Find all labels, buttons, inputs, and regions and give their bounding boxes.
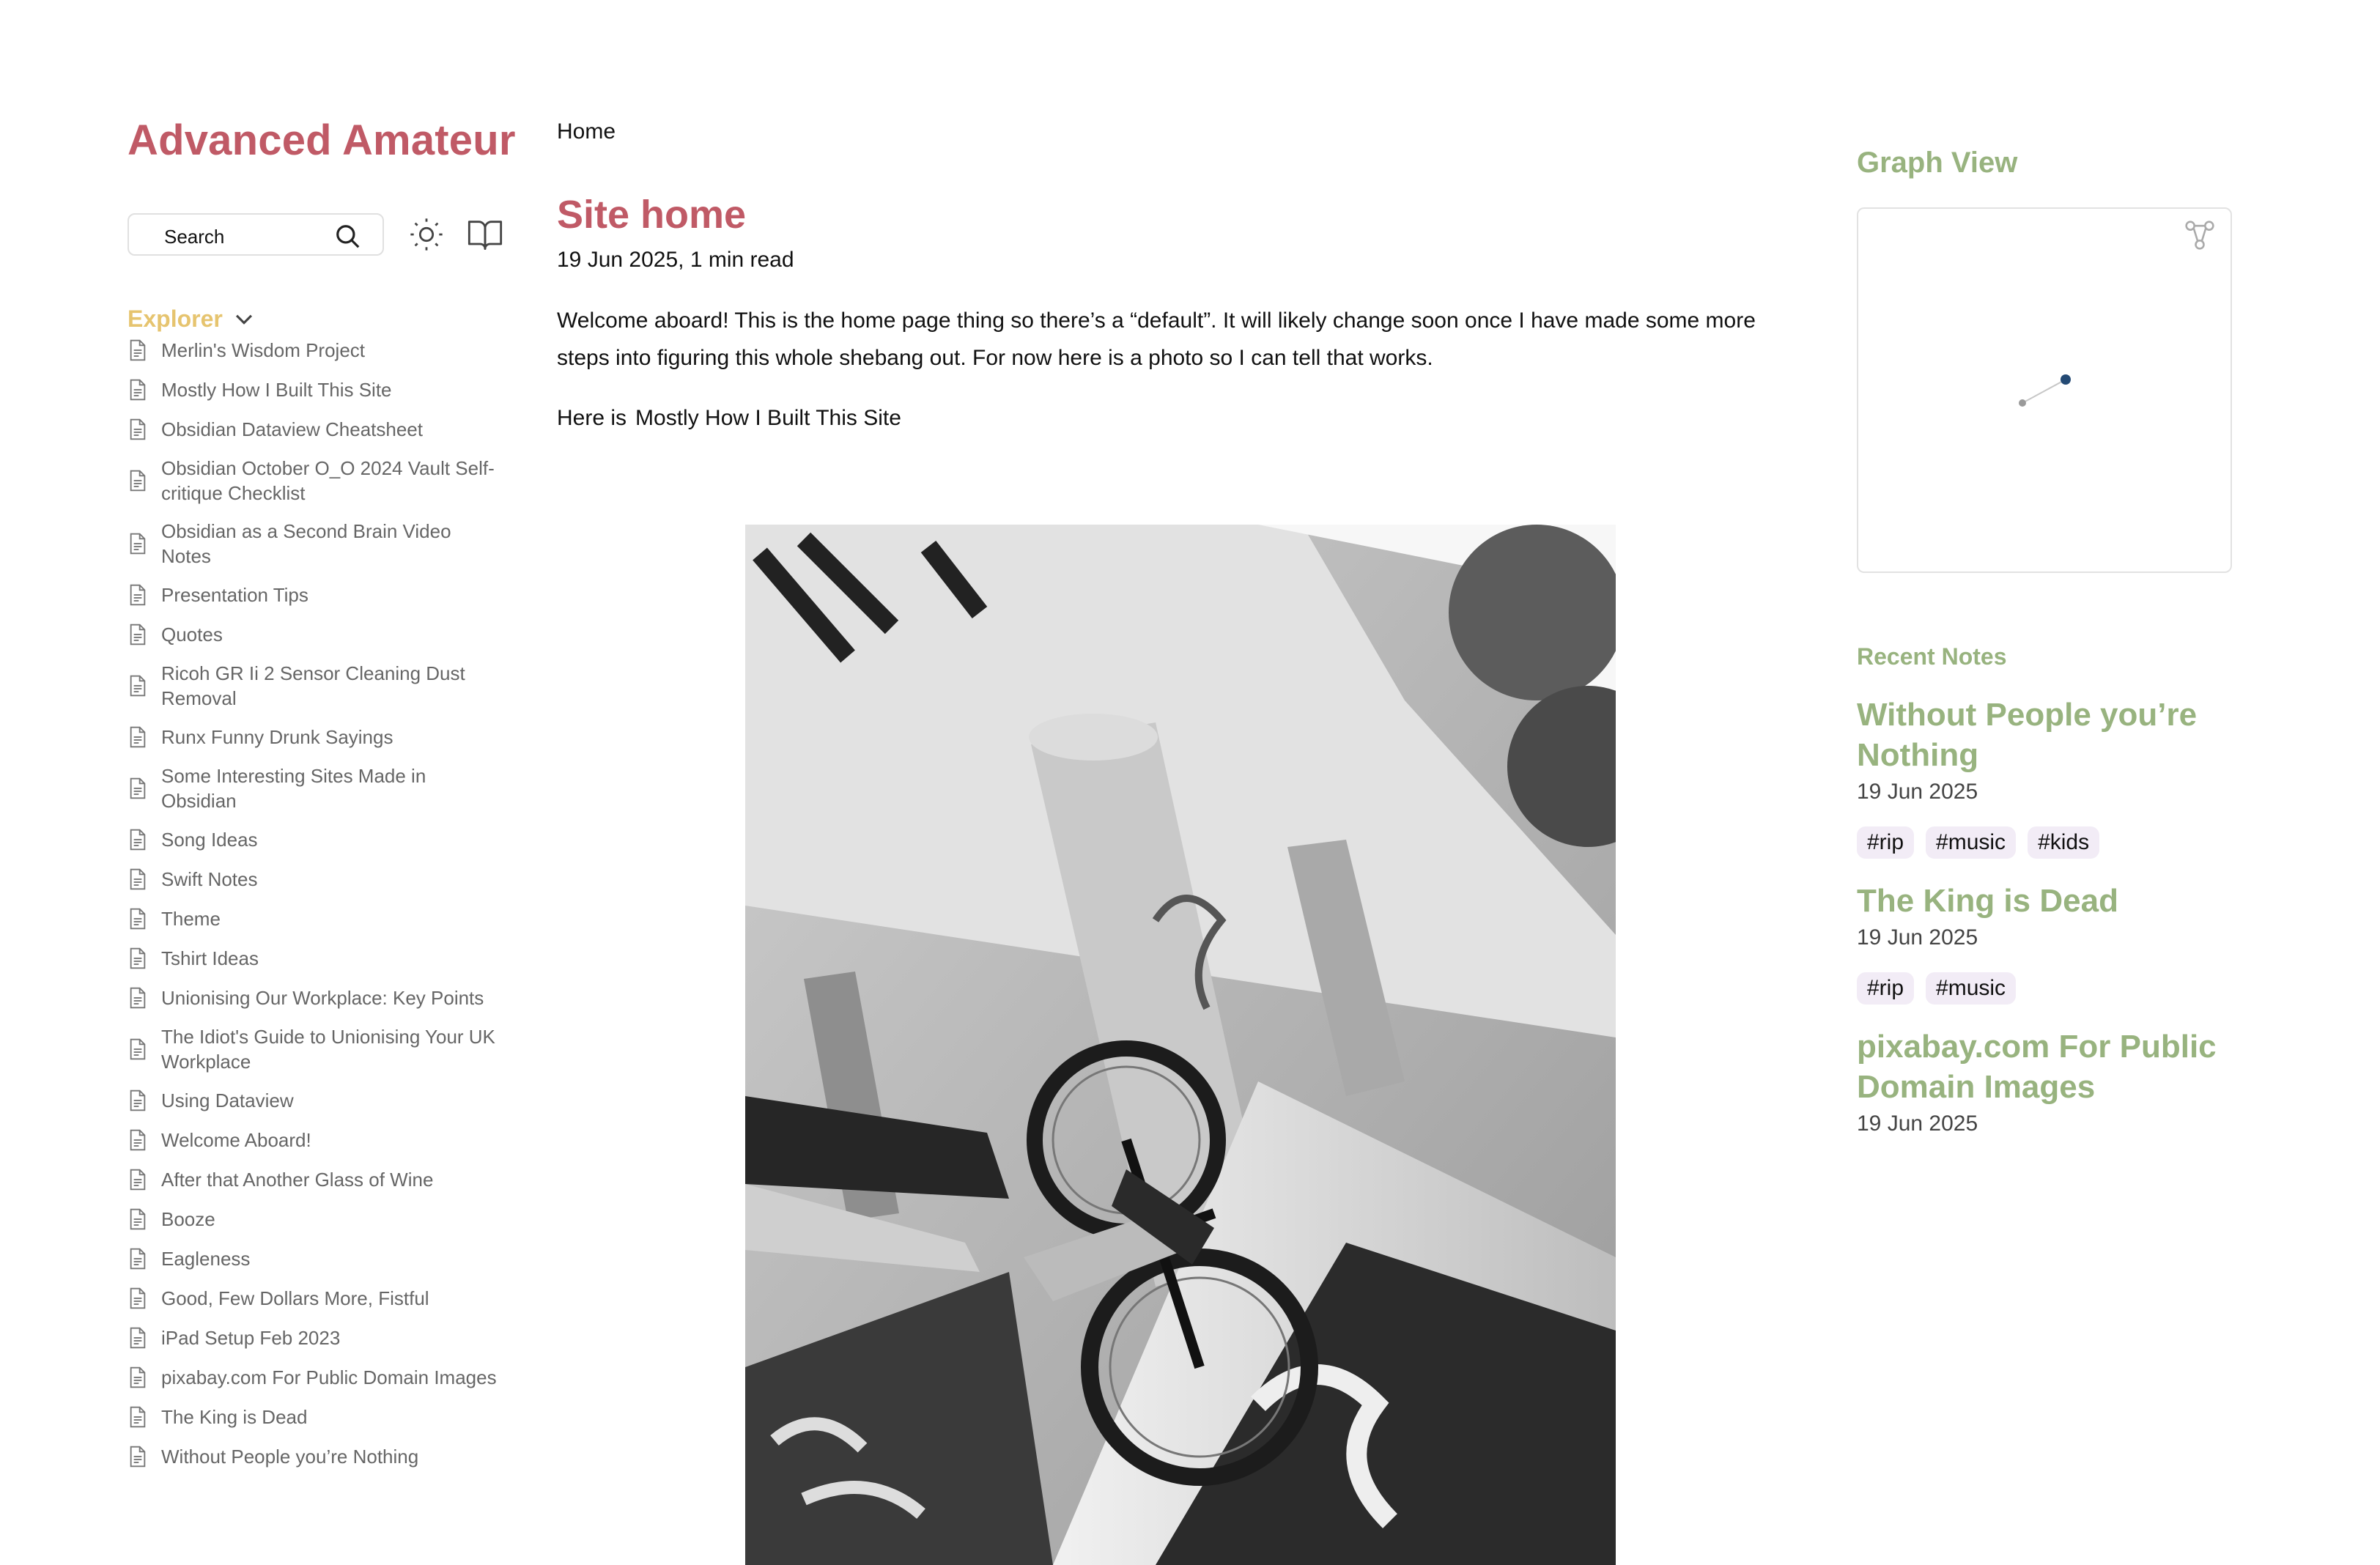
file-icon	[128, 674, 148, 698]
explorer-item[interactable]	[128, 416, 509, 443]
explorer-item[interactable]	[128, 582, 509, 608]
explorer-item[interactable]	[128, 945, 509, 972]
file-icon	[128, 828, 148, 851]
explorer-item-label: Mostly How I Built This Site	[161, 379, 392, 401]
search-label: Search	[164, 226, 225, 248]
recent-note-date: 19 Jun 2025	[1857, 925, 1978, 950]
page-meta: 19 Jun 2025, 1 min read	[557, 248, 794, 272]
bmx-photo	[745, 525, 1616, 1565]
file-icon	[128, 418, 148, 441]
site-title[interactable]: Advanced Amateur	[128, 116, 516, 164]
recent-note-title[interactable]: The King is Dead	[1857, 883, 2118, 919]
explorer-item[interactable]	[128, 377, 509, 403]
search-button[interactable]	[128, 213, 384, 256]
explorer-item[interactable]	[128, 763, 509, 813]
link-paragraph	[557, 399, 1766, 437]
explorer-item-label: Good, Few Dollars More, Fistful	[161, 1287, 429, 1309]
sun-icon[interactable]	[407, 215, 446, 254]
explorer-item[interactable]	[128, 1364, 509, 1391]
graph-view-title: Graph View	[1857, 147, 2018, 179]
explorer-item-label: The Idiot's Guide to Unionising Your UK Workplace	[161, 1026, 495, 1073]
graph-canvas[interactable]	[1858, 209, 2231, 571]
graph-node-current	[2061, 374, 2071, 385]
explorer-item[interactable]	[128, 1325, 509, 1351]
file-icon	[128, 1366, 148, 1389]
global-graph-icon[interactable]	[2184, 219, 2216, 251]
explorer-item[interactable]	[128, 456, 509, 506]
tag-list	[1857, 972, 2267, 1005]
explorer-item-label: Without People you’re Nothing	[161, 1446, 419, 1468]
explorer-item-label: Eagleness	[161, 1248, 251, 1270]
graph-edge	[2022, 380, 2066, 403]
explorer-item-label: After that Another Glass of Wine	[161, 1169, 434, 1191]
explorer-item-label: Ricoh GR Ii 2 Sensor Cleaning Dust Removal	[161, 662, 465, 709]
file-icon	[128, 725, 148, 749]
file-icon	[128, 907, 148, 931]
file-icon	[128, 1207, 148, 1231]
recent-notes-list	[1857, 695, 2267, 1158]
recent-note	[1857, 881, 2267, 1005]
recent-notes-title: Recent Notes	[1857, 643, 2007, 670]
tag-link[interactable]: #rip	[1857, 972, 1914, 1005]
file-icon	[128, 469, 148, 492]
explorer-item-label: Runx Funny Drunk Sayings	[161, 726, 393, 748]
recent-note	[1857, 695, 2267, 859]
explorer-item-label: Booze	[161, 1208, 215, 1230]
explorer-item-label: Merlin's Wisdom Project	[161, 339, 366, 361]
explorer-item-label: Obsidian as a Second Brain Video Notes	[161, 520, 451, 567]
explorer-list	[128, 337, 509, 1483]
recent-note-date: 19 Jun 2025	[1857, 1111, 1978, 1136]
file-icon	[128, 1247, 148, 1270]
file-icon	[128, 583, 148, 607]
file-icon	[128, 1089, 148, 1112]
explorer-item[interactable]	[128, 724, 509, 750]
explorer-item[interactable]	[128, 661, 509, 711]
explorer-item-label: Using Dataview	[161, 1089, 294, 1111]
tag-link[interactable]: #music	[1926, 826, 2016, 859]
page-title: Site home	[557, 193, 747, 237]
breadcrumb-home[interactable]: Home	[557, 119, 616, 144]
file-icon	[128, 338, 148, 362]
explorer-item-label: iPad Setup Feb 2023	[161, 1327, 341, 1349]
book-open-icon[interactable]	[466, 215, 504, 254]
explorer-item-label: Obsidian October O_O 2024 Vault Self-critique Checklist	[161, 457, 495, 504]
file-icon	[128, 1128, 148, 1152]
file-icon	[128, 1287, 148, 1310]
explorer-item[interactable]	[128, 985, 509, 1011]
explorer-item-label: Some Interesting Sites Made in Obsidian	[161, 765, 426, 812]
search-icon	[334, 223, 362, 251]
recent-note-title[interactable]: pixabay.com For Public Domain Images	[1857, 1029, 2217, 1105]
file-icon	[128, 1037, 148, 1061]
recent-note	[1857, 1026, 2267, 1136]
explorer-item[interactable]	[128, 826, 509, 853]
file-icon	[128, 867, 148, 891]
file-icon	[128, 986, 148, 1010]
explorer-item-label: Song Ideas	[161, 829, 258, 851]
bmx-photo-illustration	[745, 525, 1616, 1565]
explorer-item[interactable]	[128, 906, 509, 932]
explorer-item-label: Tshirt Ideas	[161, 947, 259, 969]
file-icon	[128, 1168, 148, 1191]
explorer-item[interactable]	[128, 1127, 509, 1153]
explorer-title: Explorer	[128, 305, 223, 332]
tag-link[interactable]: #rip	[1857, 826, 1914, 859]
tag-link[interactable]: #music	[1926, 972, 2016, 1005]
graph-view[interactable]	[1857, 207, 2232, 573]
link-prefix: Here is	[557, 406, 627, 430]
file-icon	[128, 1445, 148, 1468]
recent-note-title[interactable]: Without People you’re Nothing	[1857, 697, 2198, 773]
explorer-item-label: Theme	[161, 908, 221, 930]
explorer-item[interactable]	[128, 519, 509, 569]
explorer-item[interactable]	[128, 1443, 509, 1470]
file-icon	[128, 777, 148, 800]
explorer-item-label: Unionising Our Workplace: Key Points	[161, 987, 484, 1009]
file-icon	[128, 378, 148, 402]
explorer-item-label: pixabay.com For Public Domain Images	[161, 1366, 497, 1388]
explorer-item[interactable]	[128, 1087, 509, 1114]
explorer-item[interactable]	[128, 337, 509, 363]
file-icon	[128, 947, 148, 970]
tag-link[interactable]: #kids	[2028, 826, 2099, 859]
graph-node	[2019, 399, 2026, 407]
explorer-item[interactable]	[128, 1206, 509, 1232]
explorer-toggle[interactable]	[128, 304, 256, 333]
explorer-item-label: Welcome Aboard!	[161, 1129, 311, 1151]
chevron-down-icon	[232, 306, 256, 331]
explorer-item[interactable]	[128, 621, 509, 648]
file-icon	[128, 623, 148, 646]
explorer-item[interactable]	[128, 1166, 509, 1193]
explorer-item[interactable]	[128, 1246, 509, 1272]
internal-link[interactable]: Mostly How I Built This Site	[635, 406, 901, 430]
recent-note-date: 19 Jun 2025	[1857, 780, 1978, 804]
explorer-item-label: Quotes	[161, 624, 223, 645]
tag-list	[1857, 826, 2267, 859]
explorer-item[interactable]	[128, 1404, 509, 1430]
explorer-item-label: Presentation Tips	[161, 584, 308, 606]
explorer-item[interactable]	[128, 1285, 509, 1311]
explorer-item[interactable]	[128, 1024, 509, 1074]
explorer-item-label: The King is Dead	[161, 1406, 308, 1428]
file-icon	[128, 532, 148, 555]
file-icon	[128, 1326, 148, 1350]
intro-paragraph: Welcome aboard! This is the home page thing so there’s a “default”. It will likely change soon once I have made some more steps into figuring this whole shebang out. For now here is a photo so I can tell that works.	[557, 308, 1756, 370]
explorer-item-label: Swift Notes	[161, 868, 258, 890]
explorer-item[interactable]	[128, 866, 509, 892]
explorer-item-label: Obsidian Dataview Cheatsheet	[161, 418, 423, 440]
file-icon	[128, 1405, 148, 1429]
